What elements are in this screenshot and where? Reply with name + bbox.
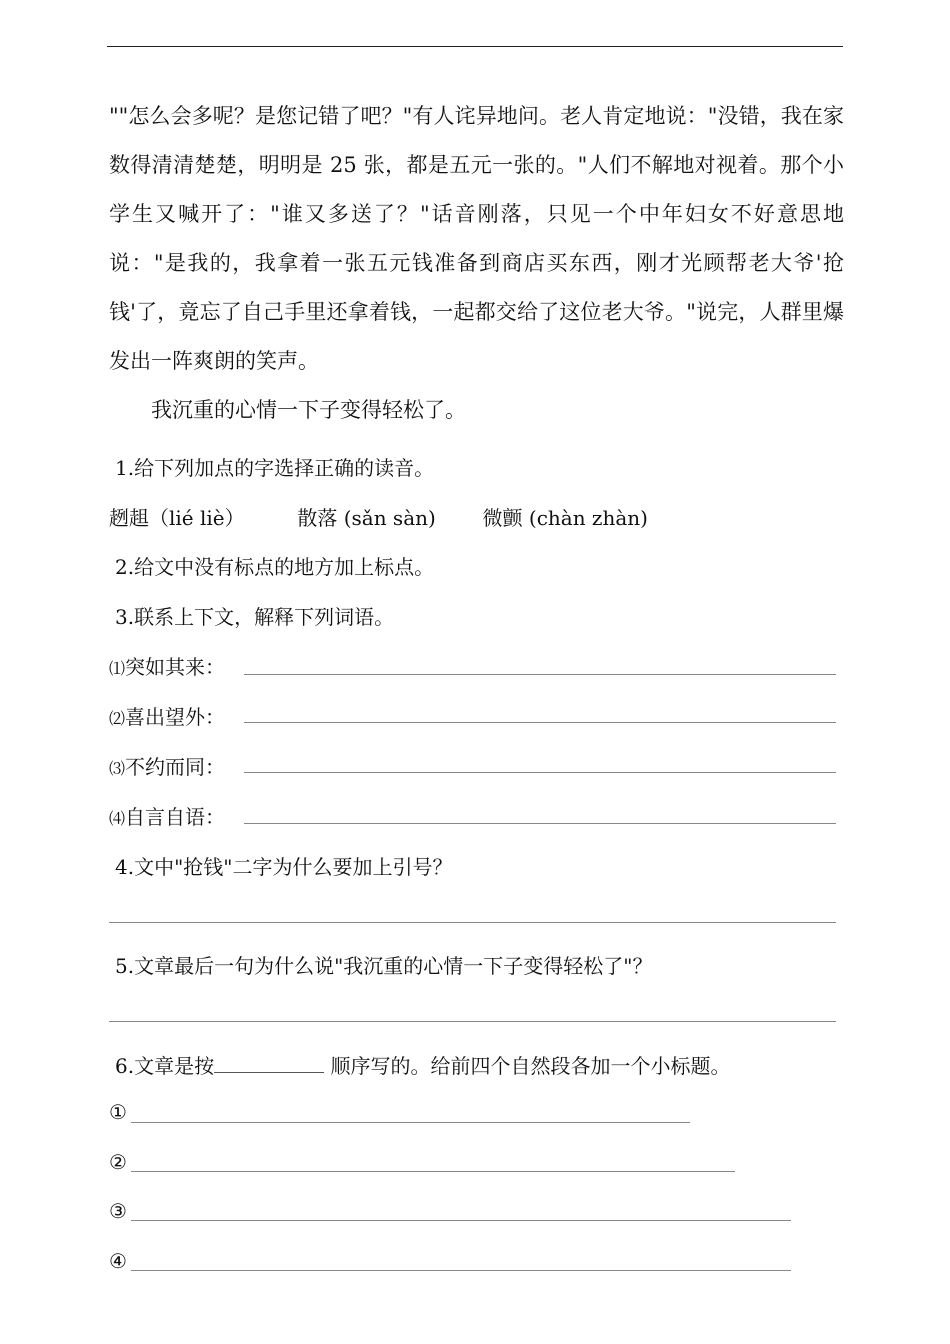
option-chan: 微颤 (chàn zhàn) — [482, 506, 648, 530]
q6-blank[interactable] — [214, 1071, 324, 1073]
question-4: 4.文中"抢钱"二字为什么要加上引号？ — [115, 855, 453, 879]
q3-item-2 — [109, 701, 225, 730]
item-number: ⑵ — [109, 709, 126, 728]
q3-item-1 — [109, 651, 225, 680]
q6-prefix: 6.文章是按 — [115, 1054, 215, 1078]
passage — [109, 92, 844, 435]
answer-line-6-1[interactable] — [131, 1122, 690, 1123]
answer-line-4[interactable] — [109, 922, 836, 923]
q6-item-4 — [109, 1249, 127, 1273]
item-word: 不约而同： — [125, 755, 226, 779]
option-san: 散落 (sǎn sàn) — [297, 506, 436, 530]
question-1-options — [109, 502, 648, 531]
circle-number: ③ — [109, 1199, 127, 1223]
question-3: 3.联系上下文，解释下列词语。 — [115, 605, 395, 629]
q6-item-1 — [109, 1100, 127, 1124]
circle-number: ② — [109, 1150, 127, 1174]
answer-line-6-3[interactable] — [131, 1220, 791, 1221]
q6-item-2 — [109, 1150, 127, 1174]
header-rule — [107, 46, 843, 47]
circle-number: ① — [109, 1100, 127, 1124]
option-lie: 趔趄（lié liè） — [109, 506, 245, 530]
item-word: 喜出望外： — [125, 705, 226, 729]
answer-line-3-3[interactable] — [244, 772, 836, 773]
item-word: 自言自语： — [125, 805, 226, 829]
q3-item-4 — [109, 801, 225, 830]
q6-item-3 — [109, 1199, 127, 1223]
item-number: ⑴ — [109, 659, 126, 678]
passage-paragraph-1: ""怎么会多呢？是您记错了吧？"有人诧异地问。老人肯定地说："没错，我在家数得清清楚楚，明明是 25 张，都是五元一张的。"人们不解地对视着。那个小学生又喊开了："谁又多送了？"话音刚落，只见一个中年妇女不好意思地说："是我的，我拿着一张五元钱准备到商店买东西，刚才光顾帮老大爷'抢钱'了，竟忘了自己手里还拿着钱，一起都交给了这位老大爷。"说完，人群里爆发出一阵爽朗的笑声。 — [109, 104, 844, 373]
q3-item-3 — [109, 751, 225, 780]
answer-line-6-2[interactable] — [131, 1171, 735, 1172]
question-2: 2.给文中没有标点的地方加上标点。 — [115, 555, 435, 579]
item-number: ⑷ — [109, 809, 126, 828]
answer-line-5[interactable] — [109, 1021, 836, 1022]
item-word: 突如其来： — [125, 655, 226, 679]
passage-paragraph-2: 我沉重的心情一下子变得轻松了。 — [151, 398, 466, 422]
q6-suffix: 顺序写的。给前四个自然段各加一个小标题。 — [324, 1054, 731, 1078]
question-5: 5.文章最后一句为什么说"我沉重的心情一下子变得轻松了"？ — [115, 954, 653, 978]
answer-line-3-1[interactable] — [244, 674, 836, 675]
answer-line-3-2[interactable] — [244, 722, 836, 723]
answer-line-3-4[interactable] — [244, 823, 836, 824]
circle-number: ④ — [109, 1249, 127, 1273]
question-6 — [115, 1050, 730, 1079]
answer-line-6-4[interactable] — [131, 1270, 791, 1271]
question-1: 1.给下列加点的字选择正确的读音。 — [115, 456, 435, 480]
item-number: ⑶ — [109, 759, 126, 778]
